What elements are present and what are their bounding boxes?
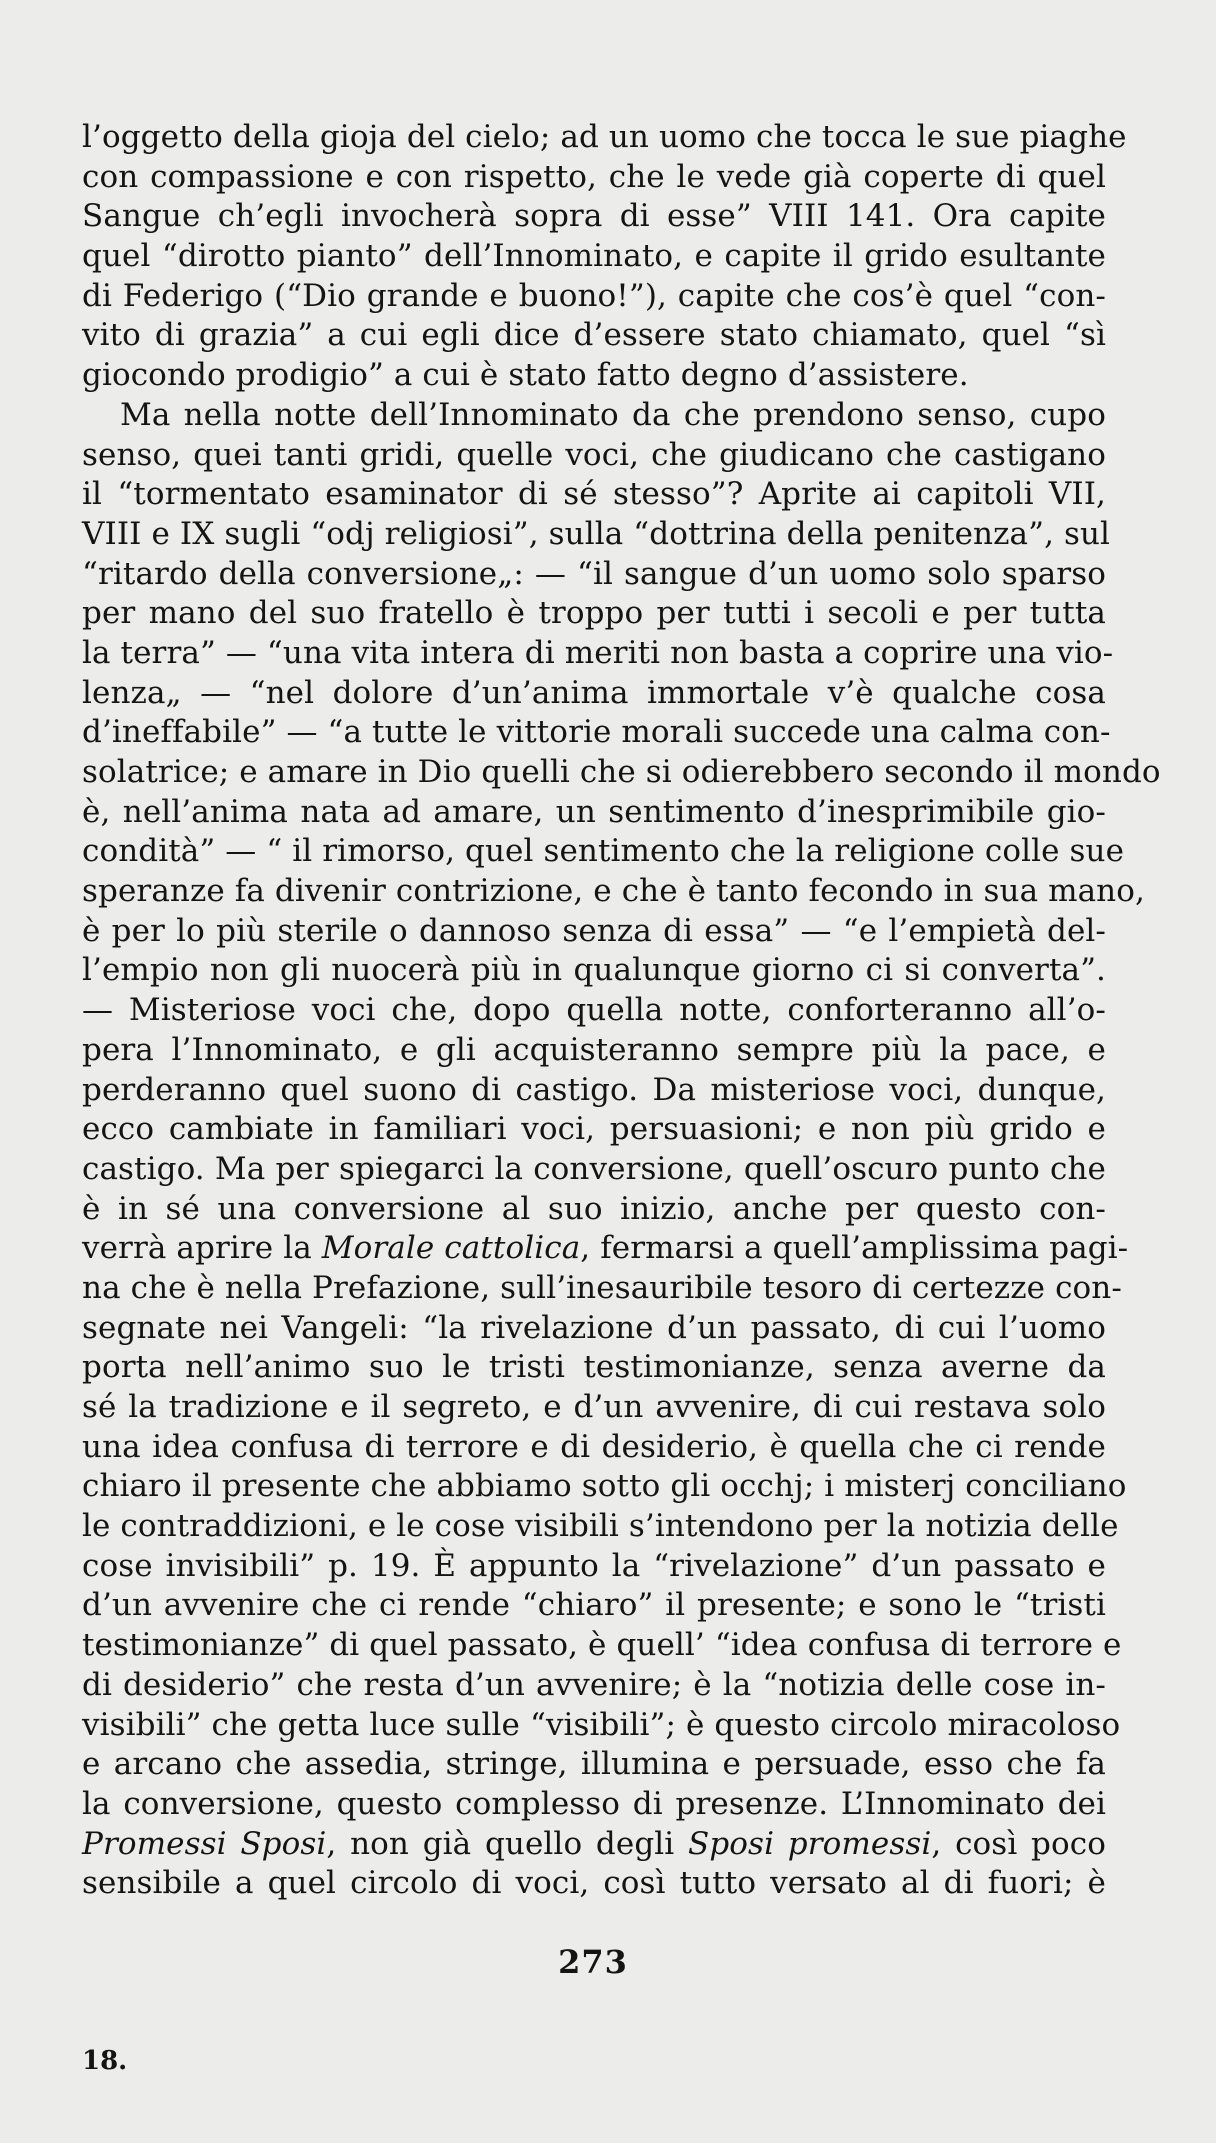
text-segment: VIII e IX sugli “odj religiosi”, sulla “dottrina della penitenza”, sul — [82, 515, 1111, 552]
text-segment: condità” — “ il rimorso, quel sentimento che la religione colle sue — [82, 833, 1125, 870]
text-line — [82, 991, 1106, 1031]
text-segment: — Misteriose voci che, dopo quella notte, conforteranno all’o- — [82, 992, 1106, 1029]
text-segment: solatrice; e amare in Dio quelli che si odierebbero secondo il mondo — [82, 754, 1161, 790]
text-segment: “ritardo della conversione„: — “il sangue d’un uomo solo sparso — [82, 555, 1106, 592]
text-segment: , non già quello degli — [326, 1825, 689, 1862]
text-line — [82, 555, 1106, 595]
text-segment: pera l’Innominato, e gli acquisteranno sempre più la pace, e — [82, 1031, 1106, 1068]
text-segment: senso, quei tanti gridi, quelle voci, che giudicano che castigano — [82, 436, 1106, 473]
text-line — [82, 1745, 1106, 1785]
text-line — [82, 1388, 1106, 1428]
text-segment: perderanno quel suono di castigo. Da misteriose voci, dunque, — [82, 1071, 1106, 1108]
text-line — [82, 1110, 1106, 1150]
text-segment: , così poco — [931, 1825, 1106, 1862]
text-segment: na che è nella Prefazione, sull’inesauribile tesoro di certezze con- — [82, 1269, 1122, 1306]
text-line — [82, 277, 1106, 317]
text-segment: Sangue ch’egli invocherà sopra di esse” VIII 141. Ora capite — [82, 198, 1106, 235]
text-line — [82, 356, 1106, 396]
text-segment: Ma nella notte dell’Innominato da che prendono senso, cupo — [120, 396, 1106, 433]
text-line — [82, 1150, 1106, 1190]
text-segment: d’ineffabile” — “a tutte le vittorie morali succede una calma con- — [82, 714, 1111, 751]
text-segment: speranze fa divenir contrizione, e che è tanto fecondo in sua mano, — [82, 873, 1145, 910]
text-segment: di Federigo (“Dio grande e buono!”), capite che cos’è quel “con- — [82, 277, 1106, 314]
text-line — [82, 197, 1106, 237]
text-segment: segnate nei Vangeli: “la rivelazione d’un passato, di cui l’uomo — [82, 1309, 1106, 1346]
text-line — [82, 158, 1106, 198]
text-line — [82, 1229, 1129, 1269]
text-segment: vito di grazia” a cui egli dice d’essere stato chiamato, quel “sì — [82, 317, 1106, 354]
text-segment: visibili” che getta luce sulle “visibili”; è questo circolo miracoloso — [82, 1706, 1121, 1743]
text-segment: l’oggetto della gioja del cielo; ad un uomo che tocca le sue piaghe — [82, 119, 1127, 155]
text-segment: testimonianze” di quel passato, è quell’ “idea confusa di terrore e — [82, 1627, 1122, 1664]
text-line — [82, 1626, 1122, 1666]
text-line — [82, 1269, 1122, 1309]
text-line — [82, 1825, 1106, 1865]
text-line — [82, 713, 1111, 753]
text-line — [82, 515, 1111, 555]
text-segment: una idea confusa di terrore e di desiderio, è quella che ci rende — [82, 1428, 1106, 1465]
text-segment: giocondo prodigio” a cui è stato fatto degno d’assistere. — [82, 357, 969, 394]
text-line — [82, 1666, 1106, 1706]
text-segment: lenza„ — “nel dolore d’un’anima immortale v’è qualche cosa — [82, 674, 1106, 711]
text-line — [82, 1467, 1127, 1507]
text-line — [82, 1309, 1106, 1349]
text-segment: è, nell’anima nata ad amare, un sentimento d’inesprimibile gio- — [82, 793, 1106, 830]
page-number: 273 — [558, 1943, 628, 1981]
text-line — [82, 237, 1106, 277]
text-line — [82, 951, 1106, 991]
text-segment: la conversione, questo complesso di presenze. L’Innominato dei — [82, 1785, 1106, 1822]
text-line — [82, 118, 1127, 158]
text-line — [82, 436, 1106, 476]
text-segment: per mano del suo fratello è troppo per tutti i secoli e per tutta — [82, 595, 1106, 632]
text-line — [82, 594, 1106, 634]
text-line — [82, 1428, 1106, 1468]
text-segment: castigo. Ma per spiegarci la conversione, quell’oscuro punto che — [82, 1150, 1106, 1187]
text-line — [82, 793, 1106, 833]
text-segment: le contraddizioni, e le cose visibili s’intendono per la notizia delle — [82, 1508, 1119, 1545]
text-line — [82, 634, 1114, 674]
text-line — [82, 475, 1106, 515]
text-segment: cose invisibili” p. 19. È appunto la “rivelazione” d’un passato e — [82, 1547, 1106, 1584]
text-segment: il “tormentato esaminator di sé stesso”? Aprite ai capitoli VII, — [82, 476, 1106, 513]
text-line — [82, 1071, 1106, 1111]
text-line — [82, 316, 1106, 356]
text-segment: , fermarsi a quell’amplissima pagi- — [580, 1230, 1129, 1267]
text-line — [82, 1507, 1119, 1547]
text-line — [82, 872, 1145, 912]
text-line — [82, 1031, 1106, 1071]
text-segment: con compassione e con rispetto, che le vede già coperte di quel — [82, 158, 1106, 195]
text-segment: e arcano che assedia, stringe, illumina e persuade, esso che fa — [82, 1746, 1106, 1783]
text-segment: sensibile a quel circolo di voci, così tutto versato al di fuori; è — [82, 1865, 1106, 1902]
text-line — [82, 1190, 1106, 1230]
text-segment: l’empio non gli nuocerà più in qualunque giorno ci si converta”. — [82, 952, 1106, 989]
text-line — [82, 753, 1161, 793]
text-line — [82, 396, 1106, 436]
text-line — [82, 1547, 1106, 1587]
text-segment: è per lo più sterile o dannoso senza di essa” — “e l’empietà del- — [82, 912, 1106, 949]
text-line — [82, 674, 1106, 714]
text-line — [82, 1864, 1106, 1904]
text-line — [82, 912, 1106, 952]
text-segment: porta nell’animo suo le tristi testimonianze, senza averne da — [82, 1349, 1106, 1386]
text-line — [82, 1348, 1106, 1388]
text-line — [82, 1706, 1121, 1746]
text-segment: chiaro il presente che abbiamo sotto gli occhj; i misterj conciliano — [82, 1468, 1127, 1505]
text-line — [82, 1586, 1106, 1626]
italic-title: Promessi Sposi — [82, 1825, 327, 1862]
text-segment: sé la tradizione e il segreto, e d’un avvenire, di cui restava solo — [82, 1389, 1106, 1425]
text-segment: la terra” — “una vita intera di meriti non basta a coprire una vio- — [82, 634, 1114, 671]
signature-mark: 18. — [82, 2046, 128, 2076]
text-segment: verrà aprire la — [82, 1230, 322, 1267]
text-line — [82, 832, 1125, 872]
body-text — [82, 118, 1161, 1904]
text-line — [82, 1785, 1106, 1825]
text-segment: quel “dirotto pianto” dell’Innominato, e capite il grido esultante — [82, 238, 1106, 275]
text-segment: è in sé una conversione al suo inizio, anche per questo con- — [82, 1190, 1106, 1227]
text-segment: ecco cambiate in familiari voci, persuasioni; e non più grido e — [82, 1111, 1106, 1148]
italic-title: Sposi promessi — [688, 1825, 932, 1862]
text-segment: di desiderio” che resta d’un avvenire; è la “notizia delle cose in- — [82, 1666, 1106, 1703]
text-segment: d’un avvenire che ci rende “chiaro” il presente; e sono le “tristi — [82, 1587, 1106, 1624]
italic-title: Morale cattolica — [321, 1230, 581, 1267]
